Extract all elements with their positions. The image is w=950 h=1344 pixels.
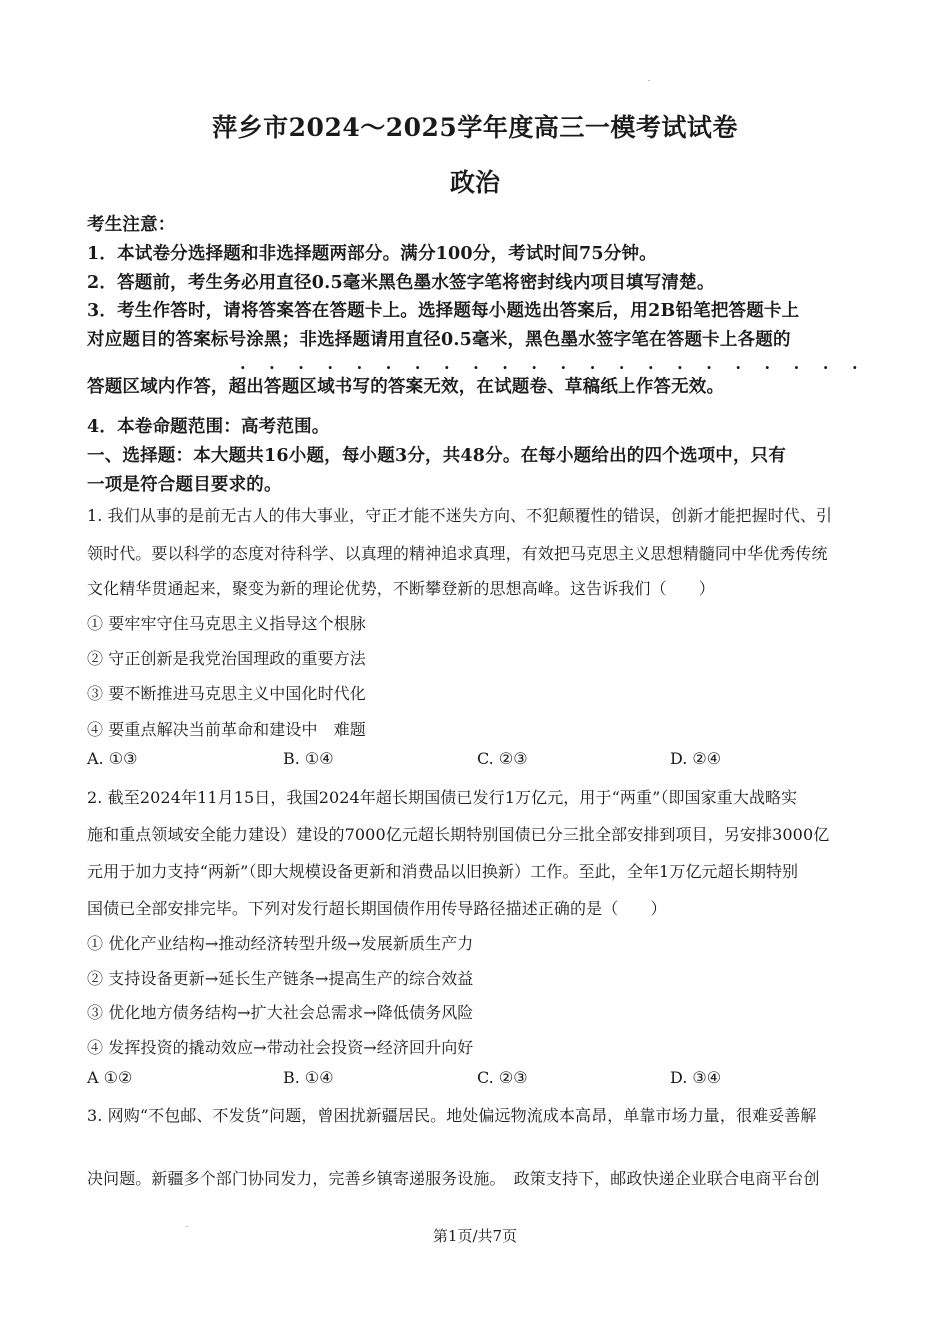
question-2-statement: ② 支持设备更新→延长生产链条→提高生产的综合效益 [87, 969, 474, 988]
question-3-text: 3. 网购“不包邮、不发货”问题，曾困扰新疆居民。地处偏远物流成本高昂，单靠市场力量，很难妥善解 [87, 1106, 817, 1125]
notice-item: 对应题目的答案标号涂黑；非选择题请用直径0.5毫米，黑色墨水签字笔在答题卡上各题的 [87, 330, 791, 350]
question-1-statement: ④ 要重点解决当前革命和建设中 难题 [87, 720, 366, 739]
question-2-statement: ③ 优化地方债务结构→扩大社会总需求→降低债务风险 [87, 1003, 474, 1022]
question-1-statement: ③ 要不断推进马克思主义中国化时代化 [87, 684, 366, 703]
subject-title: 政治 [449, 168, 500, 197]
section-header: 一项是符合题目要求的。 [87, 475, 282, 495]
section-header: 一、选择题：本大题共16小题，每小题3分，共48分。在每小题给出的四个选项中，只有 [87, 446, 787, 466]
notice-item: 答题区域内作答，超出答题区域书写的答案无效，在试题卷、草稿纸上作答无效。 [87, 377, 725, 397]
question-1-option-a: A. ①③ [87, 749, 138, 768]
question-2-option-c: C. ②③ [477, 1068, 528, 1087]
question-1-text: 1. 我们从事的是前无古人的伟大事业，守正才能不迷失方向、不犯颠覆性的错误，创新才能把握时代、引 [87, 506, 833, 525]
question-2-option-a: A ①② [87, 1068, 133, 1087]
question-2-text: 施和重点领域安全能力建设）建设的7000亿元超长期特别国债已分三批全部安排到项目，另安排3000亿 [87, 825, 830, 844]
question-1-text: 文化精华贯通起来，聚变为新的理论优势，不断攀登新的思想高峰。这告诉我们（ ） [87, 579, 715, 598]
notice-item: 3．考生作答时，请将答案答在答题卡上。选择题每小题选出答案后，用2B铅笔把答题卡上 [87, 301, 800, 321]
question-2-option-b: B. ①④ [283, 1068, 334, 1087]
question-2-text: 国债已全部安排完毕。下列对发行超长期国债作用传导路径描述正确的是（ ） [87, 899, 667, 918]
notice-item: 2．答题前，考生务必用直径0.5毫米黑色墨水签字笔将密封线内项目填写清楚。 [87, 273, 715, 293]
question-2-statement: ① 优化产业结构→推动经济转型升级→发展新质生产力 [87, 934, 474, 953]
question-2-statement: ④ 发挥投资的撬动效应→带动社会投资→经济回升向好 [87, 1038, 474, 1057]
question-1-option-b: B. ①④ [283, 749, 334, 768]
emphasis-dots: · · · · · · · · · · · · · · · · · · · · · · [240, 358, 867, 377]
exam-title: 萍乡市2024～2025学年度高三一模考试试卷 [212, 113, 738, 142]
question-1-option-c: C. ②③ [477, 749, 528, 768]
notice-item: 1．本试卷分选择题和非选择题两部分。满分100分，考试时间75分钟。 [87, 244, 657, 264]
scan-speck [648, 80, 650, 81]
question-2-text: 元用于加力支持“两新”（即大规模设备更新和消费品以旧换新）工作。至此，全年1万亿元超长期特别 [87, 862, 799, 881]
question-1-statement: ① 要牢牢守住马克思主义指导这个根脉 [87, 614, 366, 633]
question-2-text: 2. 截至2024年11月15日，我国2024年超长期国债已发行1万亿元，用于“两重”（即国家重大战略实 [87, 788, 798, 807]
question-2-option-d: D. ③④ [670, 1068, 722, 1087]
notice-item: 4．本卷命题范围：高考范围。 [87, 417, 330, 437]
question-3-text: 决问题。新疆多个部门协同发力，完善乡镇寄递服务设施。 政策支持下，邮政快递企业联合电商平台创 [87, 1169, 820, 1188]
question-1-option-d: D. ②④ [670, 749, 722, 768]
question-1-statement: ② 守正创新是我党治国理政的重要方法 [87, 649, 366, 668]
page-footer: 第1页/共7页 [432, 1227, 518, 1245]
notice-heading: 考生注意： [87, 215, 176, 235]
question-1-text: 领时代。要以科学的态度对待科学、以真理的精神追求真理，有效把马克思主义思想精髓同中华优秀传统 [87, 544, 828, 563]
